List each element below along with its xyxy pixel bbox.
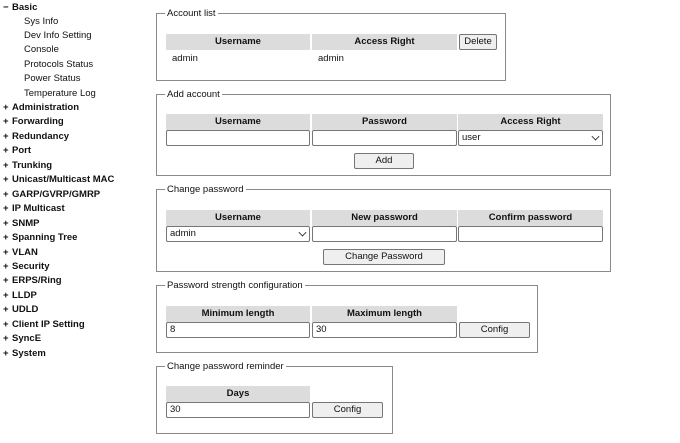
tree-child-dev-info-setting[interactable]: Dev Info Setting [24,30,92,41]
add-account-header-access-right: Access Right [458,114,603,130]
tree-child-sys-info[interactable]: Sys Info [24,16,59,27]
tree-item-port[interactable] [3,144,31,158]
add-account-header-password: Password [312,114,457,130]
expand-icon[interactable]: + [3,131,9,142]
tree-item-redundancy[interactable] [3,130,69,144]
confirm-password-input[interactable] [458,226,603,242]
select-value: admin [170,228,196,239]
tree-item-vlan[interactable] [3,246,38,260]
tree-item-label: Spanning Tree [12,232,78,243]
reminder-header-days: Days [166,386,310,402]
tree-item-label: Administration [12,102,80,113]
tree-item-system[interactable] [3,347,46,361]
change-password-header-confirm-password: Confirm password [458,210,603,226]
tree-item-label: Trunking [12,160,53,171]
tree-child-protocols-status[interactable]: Protocols Status [24,59,94,70]
tree-item-label: SNMP [12,218,40,229]
reminder-config-button[interactable]: Config [312,402,383,418]
expand-icon[interactable]: + [3,102,9,113]
account-row-username[interactable]: admin [172,53,198,64]
account-list-legend: Account list [167,8,216,19]
expand-icon[interactable]: + [3,145,9,156]
change-password-header-new-password: New password [312,210,457,226]
change-password-button[interactable]: Change Password [323,249,445,265]
tree-item-snmp[interactable] [3,217,39,231]
strength-header-minimum-length: Minimum length [166,306,310,322]
add-button[interactable]: Add [354,153,414,169]
strength-config-button[interactable]: Config [459,322,530,338]
tree-item-security[interactable] [3,260,50,274]
tree-item-administration[interactable] [3,101,79,115]
tree-item-label: Basic [12,2,38,13]
add-password-input[interactable] [312,130,457,146]
tree-item-spanning-tree[interactable] [3,231,77,245]
password-reminder-legend: Change password reminder [167,361,284,372]
tree-item-forwarding[interactable] [3,115,64,129]
days-input[interactable]: 30 [166,402,310,418]
expand-icon[interactable]: + [3,290,9,301]
select-value: user [462,132,481,143]
tree-item-label: Security [12,261,50,272]
tree-item-label: Redundancy [12,131,70,142]
collapse-icon[interactable]: − [3,2,9,13]
tree-item-label: Unicast/Multicast MAC [12,174,115,185]
maximum-length-input[interactable]: 30 [312,322,457,338]
password-reminder-fieldset [156,361,393,434]
tree-item-udld[interactable] [3,303,38,317]
tree-item-unicast-multicast-mac[interactable] [3,173,114,187]
add-account-legend: Add account [167,89,220,100]
tree-item-lldp[interactable] [3,289,37,303]
password-strength-fieldset [156,280,538,353]
chevron-down-icon [592,133,600,141]
change-password-legend: Change password [167,184,244,195]
tree-item-label: IP Multicast [12,203,65,214]
expand-icon[interactable]: + [3,232,9,243]
account-list-header-access-right: Access Right [312,34,457,50]
expand-icon[interactable]: + [3,189,9,200]
expand-icon[interactable]: + [3,319,9,330]
expand-icon[interactable]: + [3,333,9,344]
tree-item-label: UDLD [12,304,39,315]
change-password-header-username: Username [166,210,310,226]
delete-button[interactable]: Delete [459,34,497,50]
tree-item-basic[interactable] [3,1,37,15]
tree-item-synce[interactable] [3,332,41,346]
strength-header-maximum-length: Maximum length [312,306,457,322]
tree-item-label: SyncE [12,333,42,344]
tree-child-console[interactable]: Console [24,44,59,55]
expand-icon[interactable]: + [3,275,9,286]
tree-item-ip-multicast[interactable] [3,202,65,216]
chevron-down-icon [299,229,307,237]
expand-icon[interactable]: + [3,304,9,315]
tree-item-trunking[interactable] [3,159,52,173]
expand-icon[interactable]: + [3,203,9,214]
new-password-input[interactable] [312,226,457,242]
expand-icon[interactable]: + [3,247,9,258]
change-password-username-select[interactable] [166,226,310,242]
tree-item-label: GARP/GVRP/GMRP [12,189,101,200]
add-account-header-username: Username [166,114,310,130]
tree-item-label: VLAN [12,247,38,258]
expand-icon[interactable]: + [3,174,9,185]
tree-item-label: Forwarding [12,116,64,127]
tree-child-temperature-log[interactable]: Temperature Log [24,88,96,99]
add-account-fieldset [156,89,611,176]
change-password-fieldset [156,184,611,272]
expand-icon[interactable]: + [3,261,9,272]
account-row-access-right: admin [318,53,344,64]
tree-item-label: Port [12,145,31,156]
tree-item-label: LLDP [12,290,37,301]
tree-item-label: System [12,348,46,359]
expand-icon[interactable]: + [3,218,9,229]
expand-icon[interactable]: + [3,348,9,359]
tree-item-garp-gvrp-gmrp[interactable] [3,188,100,202]
tree-item-client-ip-setting[interactable] [3,318,85,332]
add-access-right-select[interactable] [458,130,603,146]
expand-icon[interactable]: + [3,160,9,171]
tree-item-label: Client IP Setting [12,319,85,330]
account-list-header-username: Username [166,34,310,50]
minimum-length-input[interactable]: 8 [166,322,310,338]
password-strength-legend: Password strength configuration [167,280,303,291]
tree-item-label: ERPS/Ring [12,275,62,286]
tree-child-power-status[interactable]: Power Status [24,73,81,84]
tree-item-erps-ring[interactable] [3,274,62,288]
add-username-input[interactable] [166,130,310,146]
expand-icon[interactable]: + [3,116,9,127]
account-list-fieldset [156,8,506,81]
